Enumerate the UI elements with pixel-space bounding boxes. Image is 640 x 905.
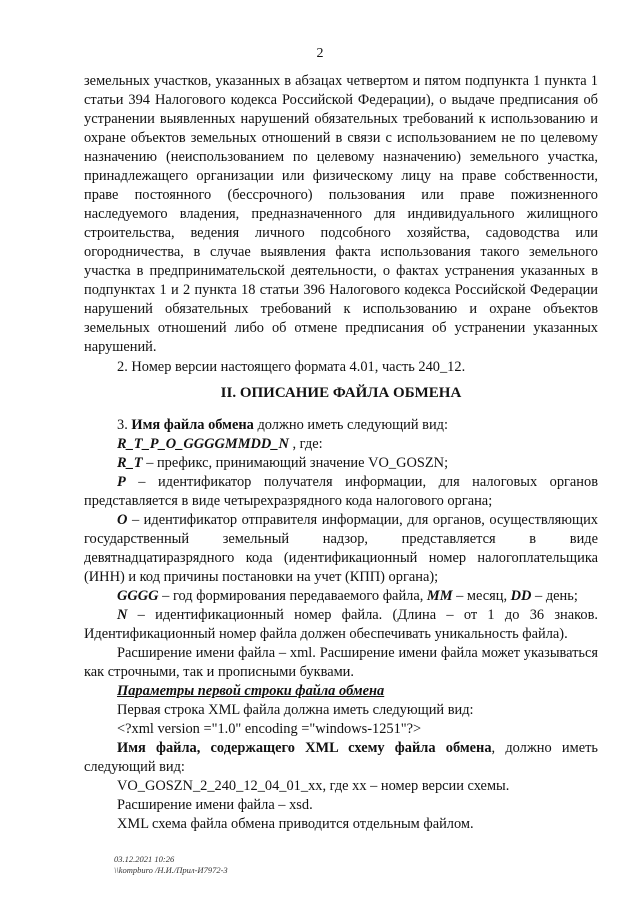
intro-paragraph bbox=[84, 72, 598, 377]
xml-declaration: <?xml version ="1.0" encoding ="windows-1251"?> bbox=[117, 721, 422, 737]
rt-line: R_T – префикс, принимающий значение VO_GOSZN; bbox=[117, 455, 449, 471]
version-item: 2. Номер версии настоящего формата 4.01, часть 240_12. bbox=[117, 359, 466, 375]
item3-line: 3. Имя файла обмена должно иметь следующий вид: bbox=[117, 417, 448, 433]
name-pattern: R_T_P_O_GGGGMMDD_N , где: bbox=[117, 436, 323, 452]
footer-date: 03.12.2021 10:26 bbox=[114, 854, 175, 864]
pattern-code: R_T_P_O_GGGGMMDD_N bbox=[117, 436, 289, 452]
extension-paragraph: Расширение имени файла – xml. Расширение имени файла может указываться как строчными, так и прописными буквами. bbox=[84, 645, 598, 680]
p-line: P – идентификатор получателя информации, для налоговых органов представляется в виде четырехразрядного кода налогового органа; bbox=[84, 474, 598, 509]
first-line-text: Первая строка XML файла должна иметь следующий вид: bbox=[117, 702, 474, 718]
first-line-heading: Параметры первой строки файла обмена bbox=[117, 683, 385, 699]
item3-bold: Имя файла обмена bbox=[131, 417, 254, 433]
section-heading: II. ОПИСАНИЕ ФАЙЛА ОБМЕНА bbox=[220, 385, 462, 401]
schema-separate-file: XML схема файла обмена приводится отдельным файлом. bbox=[117, 816, 474, 832]
schema-extension: Расширение имени файла – xsd. bbox=[117, 797, 313, 813]
intro-text: земельных участков, указанных в абзацах четвертом и пятом подпункта 1 пункта 1 статьи 394 Налогового кодекса Российской Федерации), о выдаче предписания об устранении выявленных нарушений обязательных требований к использованию и охране объектов земельных отношений в связи с использованием не по целевому назначению (неиспользованием по целевому назначению) земельного участка, принадлежащего организации или физическому лицу на праве собственности, праве постоянного (бессрочного) пользования или праве пожизненного наследуемого владения, предназначенного для индивидуального жилищного строительства, ведения личного подсобного хозяйства, садоводства или огородничества, в случае выявления факта использования такого земельного участка в предпринимательской деятельности, о фактах устранения указанных в подпунктах 1 и 2 пункта 18 статьи 396 Налогового кодекса Российской Федерации нарушений обязательных требований к использованию и охране объектов земельных отношений либо об отмене предписания об устранении указанных нарушений. bbox=[84, 73, 598, 355]
footer-path: \\kompburo /Н.И./Прил-И7972-3 bbox=[114, 865, 228, 875]
footer-stamp bbox=[114, 854, 228, 876]
file-name-section bbox=[84, 416, 598, 834]
o-line: O – идентификатор отправителя информации, для органов, осуществляющих государственный земельный надзор, представляется в виде девятнадцатиразрядного кода (идентификационный номер налогоплательщика (ИНН) и код причины постановки на учет (КПП) органа); bbox=[84, 512, 598, 585]
n-line: N – идентификационный номер файла. (Длина – от 1 до 36 знаков. Идентификационный номер файла должен обеспечивать уникальность файла). bbox=[84, 607, 598, 642]
schema-name: VO_GOSZN_2_240_12_04_01_xx, где хх – номер версии схемы. bbox=[117, 778, 510, 794]
gggg-line: GGGG – год формирования передаваемого файла, MM – месяц, DD – день; bbox=[117, 588, 578, 604]
page-number: 2 bbox=[316, 46, 324, 61]
schema-paragraph: Имя файла, содержащего XML схему файла обмена, должно иметь следующий вид: bbox=[84, 740, 598, 775]
